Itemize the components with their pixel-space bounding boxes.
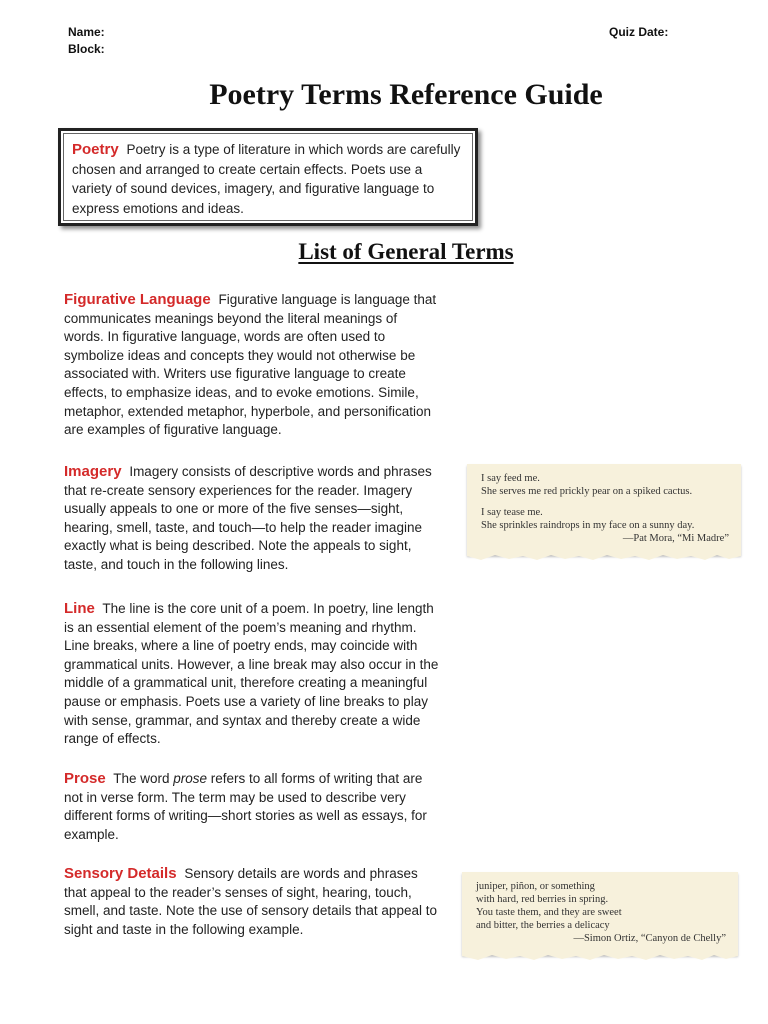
quote-line: juniper, piñon, or something (476, 881, 595, 892)
term-definition: Poetry is a type of literature in which words are carefully chosen and arranged to create certain effects. Poets use a variety of sound devices, imagery, and figurative language to express emotions and ideas. (72, 142, 461, 216)
term-sensory-details (64, 865, 440, 939)
quote-line: You taste them, and they are sweet (476, 907, 622, 918)
quote-line: I say feed me. (481, 473, 540, 484)
quote-line: and bitter, the berries a delicacy (476, 920, 610, 931)
poetry-definition-box (58, 128, 478, 226)
term-definition-before: The word (113, 771, 174, 786)
quote-canyon-de-chelly (462, 872, 738, 955)
block-label: Block: (68, 42, 105, 56)
term-heading: Sensory Details (64, 865, 177, 882)
name-label: Name: (68, 25, 105, 39)
term-definition: The line is the core unit of a poem. In poetry, line length is an essential element of the poem’s meaning and rhythm. Line breaks, where a line of poetry ends, may coincide with grammatical units. However, a line break may also occur in the middle of a grammatical unit, therefore creating a meaningful pause or emphasis. Poets use a variety of line breaks to play with sense, grammar, and syntax and thereby create a wide range of effects. (64, 601, 439, 747)
term-heading: Figurative Language (64, 291, 211, 308)
page-title: Poetry Terms Reference Guide (209, 78, 603, 111)
quote-attribution: —Simon Ortiz, “Canyon de Chelly” (573, 933, 726, 944)
poetry-definition (63, 133, 473, 221)
quote-attribution: —Pat Mora, “Mi Madre” (622, 533, 729, 544)
term-definition: Figurative language is language that communicates meanings beyond the literal meanings of words. In figurative language, words are often used to symbolize ideas and concepts they would not otherwise be associated with. Writers use figurative language to create effects, to emphasize ideas, and to evoke emotions. Simile, metaphor, extended metaphor, hyperbole, and personification are examples of figurative language. (64, 292, 437, 438)
quote-line: She serves me red prickly pear on a spiked cactus. (481, 486, 693, 497)
term-heading: Imagery (64, 463, 122, 480)
term-figurative-language (64, 291, 440, 440)
term-definition-italic: prose (173, 771, 208, 786)
quote-line: She sprinkles raindrops in my face on a sunny day. (481, 520, 695, 531)
torn-edge-icon (462, 953, 738, 961)
term-imagery (64, 463, 440, 575)
quote-mi-madre (467, 464, 741, 555)
term-prose (64, 770, 440, 844)
torn-edge-icon (467, 553, 741, 561)
term-heading: Prose (64, 770, 106, 787)
quote-line: with hard, red berries in spring. (476, 894, 609, 905)
term-definition-after: refers to all forms of writing that are not in verse form. The term may be used to describe very different forms of writing—short stories as well as essays, for example. (64, 771, 427, 842)
term-definition: Sensory details are words and phrases that appeal to the reader’s senses of sight, hearing, touch, smell, and taste. Note the use of sensory details that appeal to sight and taste in the following example. (64, 866, 437, 937)
term-heading: Line (64, 600, 95, 617)
term-heading: Poetry (72, 141, 119, 158)
term-line (64, 600, 440, 749)
quiz-date-label: Quiz Date: (609, 25, 669, 39)
quote-line: I say tease me. (481, 507, 543, 518)
term-definition: Imagery consists of descriptive words and phrases that re-create sensory experiences for the reader. Imagery usually appeals to one or more of the five senses—sight, hearing, smell, taste, and touch—to help the reader imagine exactly what is being described. Note the appeals to sight, taste, and touch in the following lines. (64, 464, 432, 572)
section-heading: List of General Terms (298, 239, 514, 264)
